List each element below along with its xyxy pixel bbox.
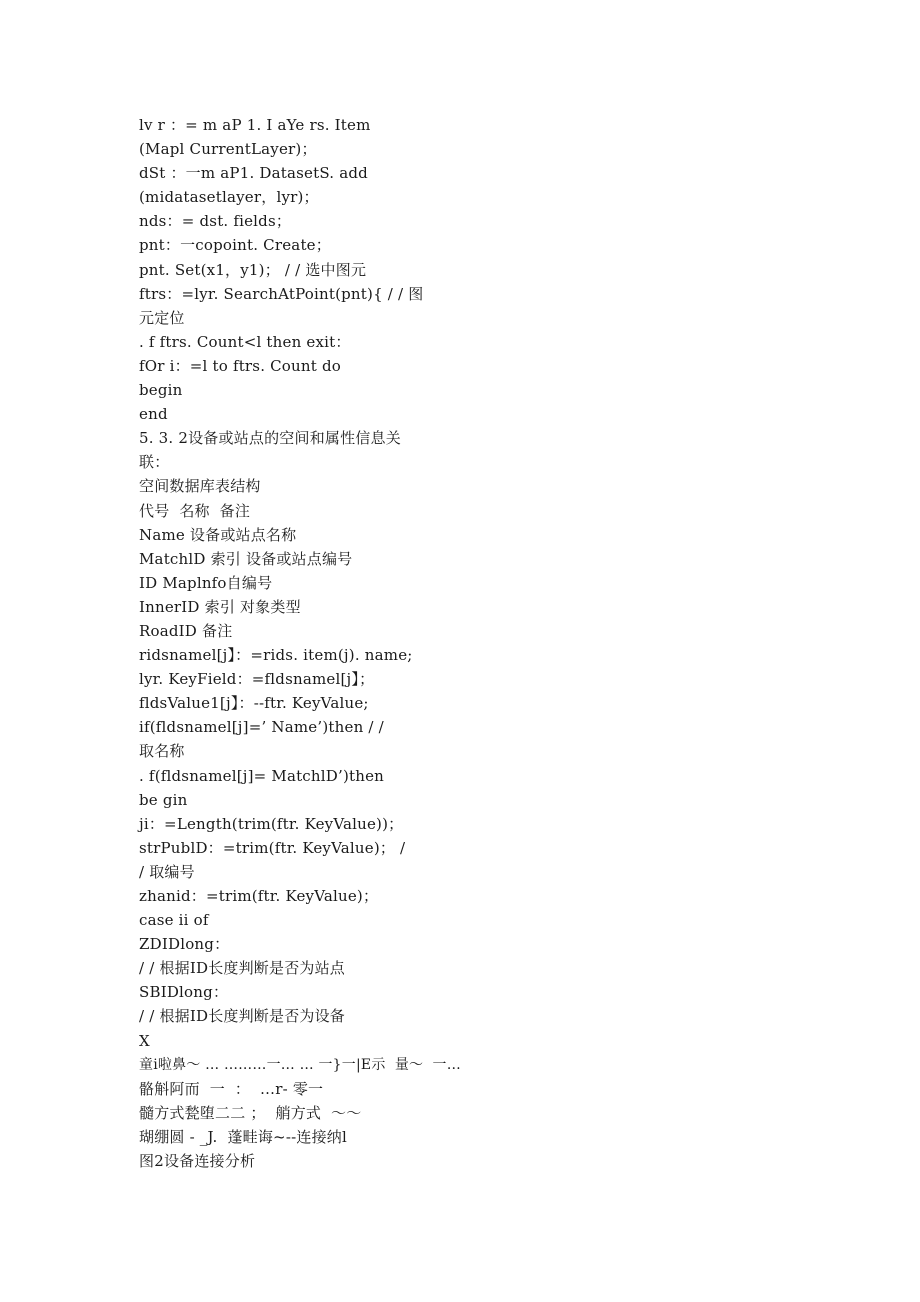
table-row: InnerID 索引 对象类型 (139, 597, 301, 616)
figure-ocr-line: 髓方式甃堕二二 ； 艄方式 ～～ (139, 1103, 362, 1122)
table-header-row: 代号 名称 备注 (139, 501, 251, 520)
code-line: SBIDlong： (139, 983, 229, 1002)
code-comment: / / 根据ID长度判断是否为设备 (139, 1007, 345, 1026)
table-row: MatchlD 索引 设备或站点编号 (139, 549, 353, 568)
code-line: ZDIDlong： (139, 935, 230, 954)
code-comment: / / 根据ID长度判断是否为站点 (139, 959, 345, 978)
code-line: begin (139, 381, 183, 400)
section-heading: 5. 3. 2设备或站点的空间和属性信息关 (139, 429, 401, 448)
figure-ocr-line: 骼斛阿而 一 ： …r- 零一 (139, 1079, 324, 1098)
section-heading-continued: 联： (139, 453, 170, 472)
table-caption: 空间数据库表结构 (139, 477, 261, 496)
code-line: ridsnamel[j】：=rids. item(j). name; (139, 646, 413, 665)
code-comment: 取名称 (139, 742, 185, 761)
code-line: . f ftrs. Count<l then exit： (139, 332, 351, 351)
table-row: RoadID 备注 (139, 621, 233, 640)
code-line: fldsValue1[j】：--ftr. KeyValue; (139, 694, 369, 713)
figure-ocr-line: 童i啦鼻～ … ………一… … 一}一|E示 量～ 一… (139, 1056, 461, 1073)
figure-caption: 图2设备连接分析 (139, 1152, 256, 1171)
figure-ocr-line: X (139, 1031, 150, 1050)
code-line: zhanid：=trim(ftr. KeyValue)； (139, 887, 379, 905)
code-line: . f(fldsnamel[j]= MatchlD’)then (139, 766, 385, 785)
code-line: pnt：一copoint. Create； (139, 236, 331, 255)
code-line: if(fldsnamel[j]=’ Name’)then / / (139, 718, 384, 737)
code-line: (midatasetlayer，lyr)； (139, 188, 319, 207)
code-line: be gin (139, 790, 188, 809)
code-line: nds：= dst. fields； (139, 212, 292, 231)
text-line: 元定位 (139, 308, 185, 327)
code-line: dSt ：一m aP1. DatasetS. add (139, 164, 368, 183)
table-row: ID Maplnfo自编号 (139, 573, 273, 592)
table-row: Name 设备或站点名称 (139, 525, 297, 544)
code-line: end (139, 405, 168, 424)
code-line: ftrs：=lyr. SearchAtPoint(pnt){ / / 图 (139, 284, 424, 303)
code-line: (Mapl CurrentLayer)； (139, 140, 317, 159)
code-line: ji：=Length(trim(ftr. KeyValue))； (139, 814, 404, 833)
code-line: case ii of (139, 911, 209, 930)
code-line: pnt. Set(x1，y1)； / / 选中图元 (139, 260, 367, 279)
code-line: lyr. KeyField：=fldsnamel[j】； (139, 670, 375, 689)
document-body (139, 113, 499, 1173)
code-line: strPublD：=trim(ftr. KeyValue)； / (139, 838, 406, 857)
figure-ocr-line: 瑚绷圆 - _J. 蓬畦诲~--连接纳l (139, 1127, 347, 1146)
code-line: fOr i：=l to ftrs. Count do (139, 356, 341, 375)
code-comment: / 取编号 (139, 862, 195, 881)
code-line: lv r ：= m aP 1. I aYe rs. Item (139, 116, 371, 134)
